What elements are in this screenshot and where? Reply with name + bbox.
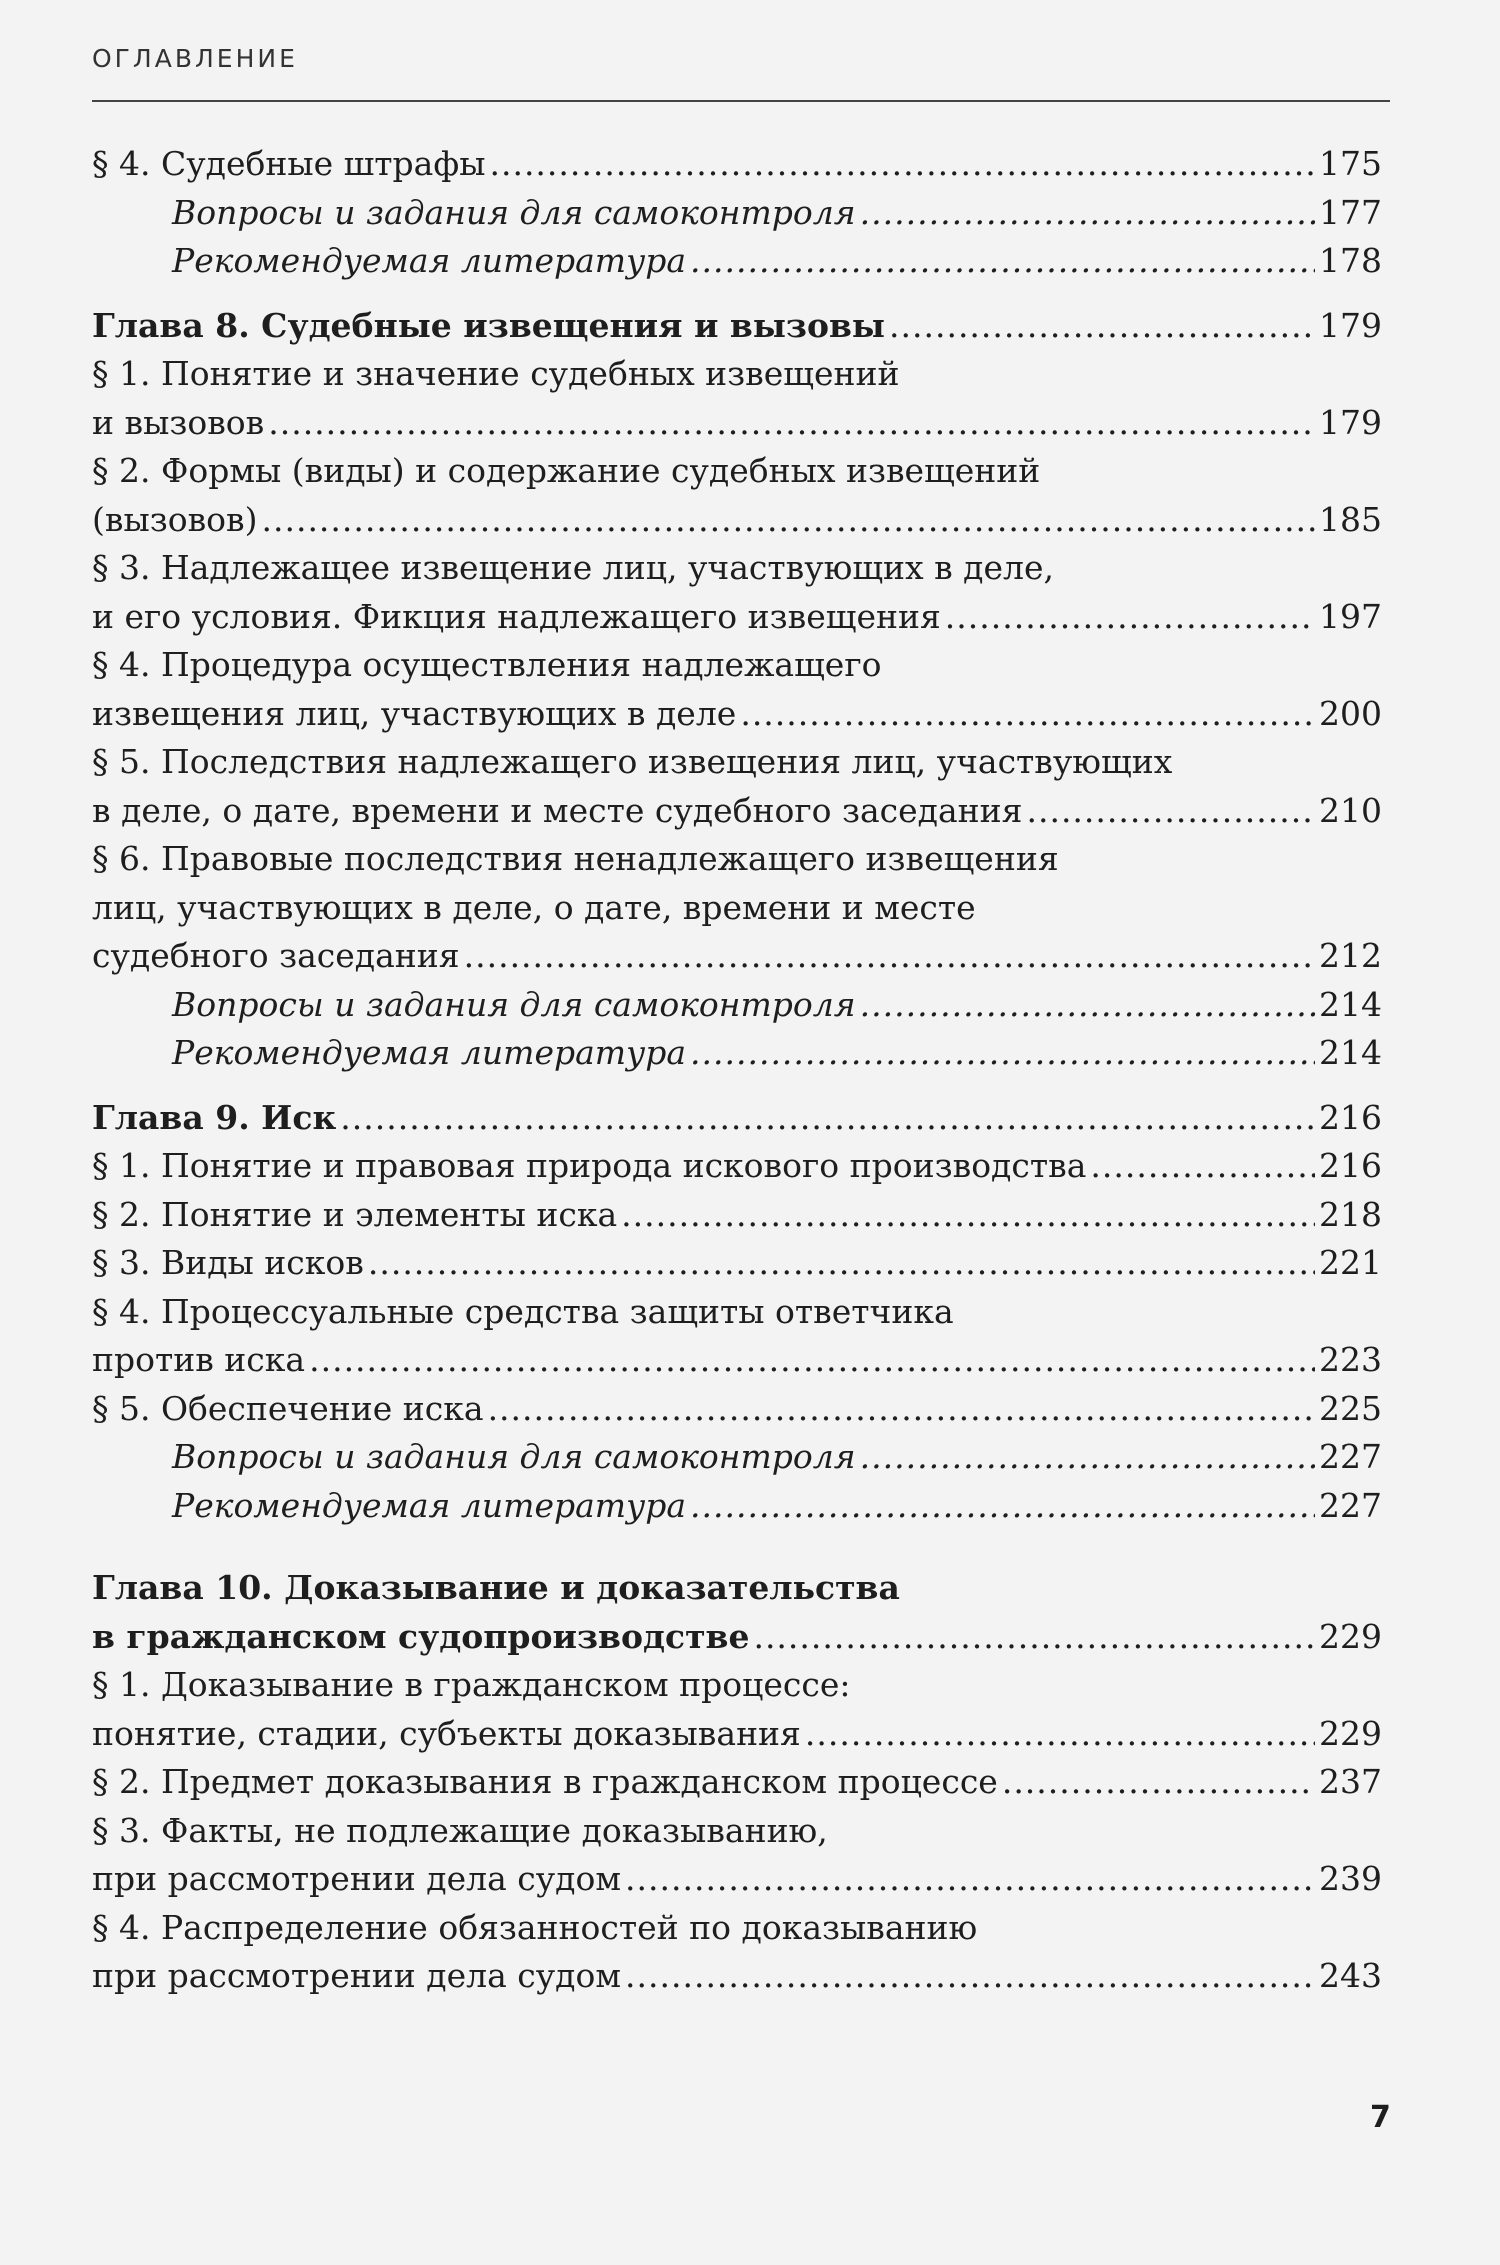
leader-dots <box>860 1433 1315 1482</box>
toc-entry-line <box>92 544 1382 593</box>
toc-page-number: 178 <box>1319 241 1382 280</box>
toc-page-number: 216 <box>1319 1097 1382 1137</box>
toc-page-number: 223 <box>1319 1340 1382 1379</box>
leader-dots <box>860 981 1315 1030</box>
toc-chapter-8 <box>92 302 1382 351</box>
toc-entry-title: § 5. Обеспечение иска <box>92 1388 484 1428</box>
toc-entry <box>92 140 1382 189</box>
toc-page-number: 227 <box>1319 1485 1382 1525</box>
toc-entry-line <box>92 350 1382 399</box>
toc-entry-title: § 4. Распределение обязанностей по доказыванию <box>92 1907 978 1947</box>
toc-entry <box>92 496 1382 545</box>
toc-entry <box>92 1952 1382 2001</box>
toc-entry-title: в гражданском судопроизводстве <box>92 1616 750 1656</box>
toc-page-number: 237 <box>1319 1762 1382 1801</box>
toc-page-number: 225 <box>1319 1388 1382 1428</box>
toc-page-number: 221 <box>1319 1243 1382 1282</box>
toc-page-number: 216 <box>1319 1146 1382 1185</box>
toc-entry-line <box>92 1807 1382 1856</box>
leader-dots <box>268 399 1315 448</box>
toc-entry-title: понятие, стадии, субъекты доказывания <box>92 1713 801 1753</box>
running-header: ОГЛАВЛЕНИЕ <box>92 44 298 73</box>
toc-entry-title: § 2. Формы (виды) и содержание судебных извещений <box>92 451 1041 490</box>
leader-dots <box>740 690 1315 739</box>
leader-dots <box>945 593 1315 642</box>
toc-entry-title: § 6. Правовые последствия ненадлежащего извещения <box>92 839 1059 878</box>
toc-entry-questions <box>92 1433 1382 1482</box>
toc-entry-literature <box>92 1482 1382 1531</box>
toc-entry-questions <box>92 189 1382 238</box>
toc-page-number: 239 <box>1319 1859 1382 1898</box>
leader-dots <box>690 1482 1315 1531</box>
toc-entry <box>92 1385 1382 1434</box>
toc-entry <box>92 1191 1382 1240</box>
toc-page-number: 229 <box>1319 1713 1382 1753</box>
toc-chapter-10 <box>92 1613 1382 1662</box>
toc-entry-title: и его условия. Фикция надлежащего извещения <box>92 596 941 636</box>
toc-chapter-10-line <box>92 1564 1382 1613</box>
toc-entry-title: в деле, о дате, времени и месте судебного заседания <box>92 790 1023 830</box>
leader-dots <box>309 1336 1315 1385</box>
leader-dots <box>489 140 1315 189</box>
toc-entry-title: извещения лиц, участвующих в деле <box>92 693 737 733</box>
toc-page-number: 229 <box>1319 1616 1382 1656</box>
toc-entry <box>92 1336 1382 1385</box>
table-of-contents <box>92 140 1382 2001</box>
toc-entry-title: Рекомендуемая литература <box>172 241 687 280</box>
toc-entry-title: Рекомендуемая литература <box>172 1485 687 1525</box>
toc-page-number: 218 <box>1319 1194 1382 1234</box>
toc-entry-line <box>92 1661 1382 1710</box>
toc-page-number: 212 <box>1319 936 1382 975</box>
toc-entry-title: § 4. Процессуальные средства защиты ответчика <box>92 1291 954 1331</box>
leader-dots <box>860 189 1315 238</box>
toc-entry-title: при рассмотрении дела судом <box>92 1859 622 1898</box>
toc-page-number: 227 <box>1319 1437 1382 1476</box>
leader-dots <box>1026 787 1315 836</box>
toc-entry-title: Глава 8. Судебные извещения и вызовы <box>92 305 885 345</box>
leader-dots <box>1090 1142 1315 1191</box>
toc-entry-title: при рассмотрении дела судом <box>92 1956 622 1995</box>
toc-entry-title: § 1. Доказывание в гражданском процессе: <box>92 1665 851 1704</box>
leader-dots <box>340 1094 1315 1143</box>
toc-entry-line <box>92 641 1382 690</box>
toc-entry-literature <box>92 1029 1382 1078</box>
toc-entry-line <box>92 1288 1382 1337</box>
toc-entry-title: Вопросы и задания для самоконтроля <box>172 1437 856 1476</box>
toc-entry-title: § 2. Понятие и элементы иска <box>92 1194 618 1234</box>
toc-entry-title: § 5. Последствия надлежащего извещения лиц, участвующих <box>92 742 1173 781</box>
toc-entry-title: § 3. Виды исков <box>92 1243 364 1282</box>
toc-entry <box>92 690 1382 739</box>
toc-entry-title: § 2. Предмет доказывания в гражданском процессе <box>92 1762 998 1801</box>
toc-entry-line <box>92 884 1382 933</box>
toc-entry <box>92 1710 1382 1759</box>
leader-dots <box>625 1855 1315 1904</box>
toc-entry-title: § 4. Судебные штрафы <box>92 144 486 183</box>
toc-entry-title: Вопросы и задания для самоконтроля <box>172 984 856 1024</box>
toc-entry-line <box>92 835 1382 884</box>
toc-page-number: 177 <box>1319 192 1382 232</box>
toc-page-number: 175 <box>1319 144 1382 183</box>
toc-entry-line <box>92 738 1382 787</box>
toc-entry <box>92 1142 1382 1191</box>
toc-entry <box>92 1239 1382 1288</box>
toc-entry-title: Глава 9. Иск <box>92 1097 337 1137</box>
leader-dots <box>805 1710 1315 1759</box>
toc-entry <box>92 399 1382 448</box>
toc-entry-title: § 3. Надлежащее извещение лиц, участвующих в деле, <box>92 548 1055 587</box>
toc-entry-title: § 1. Понятие и значение судебных извещений <box>92 354 900 393</box>
leader-dots <box>368 1239 1315 1288</box>
toc-entry-line <box>92 1904 1382 1953</box>
toc-chapter-9 <box>92 1094 1382 1143</box>
toc-page-number: 179 <box>1319 402 1382 442</box>
leader-dots <box>621 1191 1315 1240</box>
toc-entry <box>92 593 1382 642</box>
toc-entry <box>92 787 1382 836</box>
toc-page-number: 185 <box>1319 499 1382 539</box>
toc-entry-title: и вызовов <box>92 402 265 442</box>
toc-page-number: 214 <box>1319 1033 1382 1072</box>
toc-entry-title: § 1. Понятие и правовая природа искового производства <box>92 1146 1087 1185</box>
toc-entry <box>92 1855 1382 1904</box>
header-rule <box>92 100 1390 102</box>
toc-entry-title: (вызовов) <box>92 499 258 539</box>
toc-page-number: 243 <box>1319 1956 1382 1995</box>
toc-entry-line <box>92 447 1382 496</box>
page-number: 7 <box>1370 2100 1391 2135</box>
toc-page-number: 179 <box>1319 305 1382 345</box>
leader-dots <box>261 496 1315 545</box>
leader-dots <box>690 237 1315 286</box>
toc-entry <box>92 1758 1382 1807</box>
leader-dots <box>889 302 1315 351</box>
toc-entry <box>92 932 1382 981</box>
toc-page-number: 210 <box>1319 790 1382 830</box>
toc-entry-literature <box>92 237 1382 286</box>
toc-entry-title: судебного заседания <box>92 936 460 975</box>
leader-dots <box>690 1029 1315 1078</box>
toc-entry-title: Рекомендуемая литература <box>172 1033 687 1072</box>
toc-page-number: 200 <box>1319 693 1382 733</box>
toc-page-number: 214 <box>1319 984 1382 1024</box>
leader-dots <box>464 932 1315 981</box>
toc-entry-title: лиц, участвующих в деле, о дате, времени и месте <box>92 887 976 927</box>
toc-entry-title: Вопросы и задания для самоконтроля <box>172 192 856 232</box>
toc-entry-title: § 3. Факты, не подлежащие доказыванию, <box>92 1810 828 1850</box>
leader-dots <box>488 1385 1315 1434</box>
toc-entry-title: § 4. Процедура осуществления надлежащего <box>92 645 882 684</box>
toc-page-number: 197 <box>1319 596 1382 636</box>
toc-entry-title: Глава 10. Доказывание и доказательства <box>92 1568 900 1607</box>
toc-entry-title: против иска <box>92 1340 306 1379</box>
leader-dots <box>1002 1758 1315 1807</box>
leader-dots <box>625 1952 1315 2001</box>
toc-entry-questions <box>92 981 1382 1030</box>
leader-dots <box>753 1613 1315 1662</box>
